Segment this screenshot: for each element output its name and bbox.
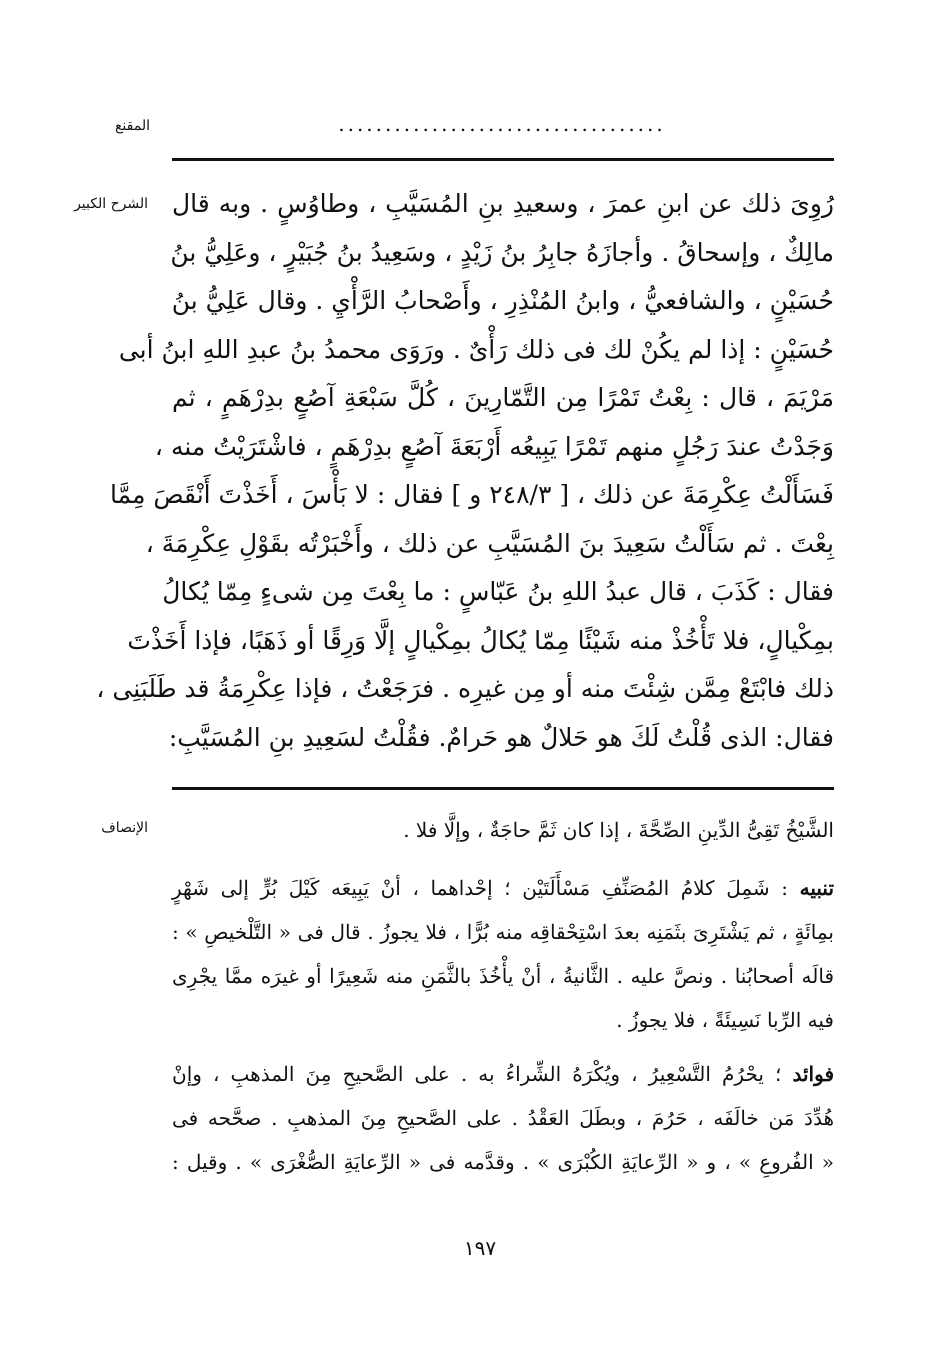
insaf-line [172,1052,834,1096]
section-divider-rule [172,787,834,790]
sharh-line: مالِكٌ ، وإسحاقُ . وأجازَهُ جابِرُ بنُ زَيْدٍ ، وسَعِيدُ بنُ جُبَيْرٍ ، وعَلِيُّ بنُ [170,237,834,267]
insaf-paragraph-tanbih [172,866,834,1042]
insaf-line: « الفُروعِ » ، و « الرِّعايَةِ الكُبْرَى » . وقدَّمه فى « الرِّعايَةِ الصُّغْرَى » . وقيل : [172,1150,834,1174]
sharh-section-label: الشرح الكبير [74,196,148,212]
sharh-line: رُوِىَ ذلك عن ابنِ عمرَ ، وسعيدِ بنِ المُسَيَّبِ ، وطاوُسٍ . وبه قال [172,189,834,218]
sharh-line: وَجَدْتُ عندَ رَجُلٍ منهم تَمْرًا يَبِيعُه أَرْبَعَةَ آصُعٍ بدِرْهَمٍ ، فاشْتَرَيْتُ منه ، [154,431,834,461]
running-title: المقنع [114,118,150,134]
insaf-line: الشَّيْخُ تَقِىُّ الدِّينِ الصِّحَّةَ ، إذا كان ثَمَّ حاجَةٌ ، وإلَّا فلا . [403,818,834,842]
insaf-line-text: : شَمِلَ كلامُ المُصَنِّفِ مَسْأَلَتَيْن ؛ إحْداهما ، أنْ يَبِيعَه كَيْلَ بُرٍّ إلى شَهْرٍ [172,876,788,900]
insaf-line [172,866,834,910]
tanbih-heading: تنبيه [799,876,835,900]
insaf-line: فيه الرِّبا نَسِيئَةً ، فلا يجوزُ . [616,1008,834,1032]
top-rule [172,158,834,161]
insaf-line: هُدِّدَ مَن خالَفَه ، حَرُمَ ، وبطَلَ العَقْدُ . على الصَّحيحِ مِنَ المذهبِ . صحَّحه فى [172,1106,834,1130]
sharh-line: حُسَيْنٍ ، والشافعيُّ ، وابنُ المُنْذِرِ ، وأَصْحابُ الرَّأْيِ . وقال عَلِيُّ بنُ [171,286,834,315]
sharh-line: بمِكْيالٍ، فلا تَأْخُذْ منه شَيْئًا مِمّا يُكالُ بمِكْيالٍ إلَّا وَرِقًا أو ذَهَبًا، فإذا أَخَذْتَ [127,625,834,655]
insaf-line-text: ؛ يحْرُمُ التَّسْعِيرُ ، ويُكْرَهُ الشِّراءُ به . على الصَّحيحِ مِنَ المذهبِ ، وإنْ [172,1062,782,1086]
fawaid-heading: فوائد [792,1062,834,1086]
sharh-line: ذلك فابْتَعْ مِمَّن شِئْتَ منه أو مِن غيرِه . فرَجَعْتُ ، فإذا عِكْرِمَةُ قد طَلَبَنِى ، [96,674,834,703]
sharh-line: حُسَيْنٍ : إذا لم يكُنْ لك فى ذلك رَأْىٌ . ورَوَى محمدُ بنُ عبدِ اللهِ ابنُ أبى [118,334,834,364]
insaf-section-label: الإنصاف [101,820,148,836]
insaf-paragraph-1 [172,808,834,852]
sharh-line: فَسَأَلْتُ عِكْرِمَةَ عن ذلك ، [ ٢٤٨/٣ و ] فقال : لا بَأْسَ ، أَخَذْتَ أَنْقَصَ مِمَّا [110,480,834,509]
sharh-line: فقال: الذى قُلْتُ لَكَ هو حَلالٌ هو حَرامٌ. فقُلْتُ لسَعِيدِ بنِ المُسَيَّبِ: [168,722,834,752]
insaf-line: قالَه أصحابُنا . ونصَّ عليه . الثَّانيةُ ، أنْ يأْخُذَ بالثَّمَنِ منه شَعِيرًا أو غيرَه ممَّا يجْرِى [172,964,834,988]
insaf-paragraph-fawaid [172,1052,834,1184]
sharh-line: بِعْتَ . ثم سَأَلْتُ سَعِيدَ بنَ المُسَيَّبِ عن ذلك ، وأَخْبَرْتُه بقَوْلِ عِكْرِمَةَ ، [145,528,834,558]
insaf-line: بمِائَةٍ ، ثم يَشْتَرِىَ بثَمَنِه بعدَ اسْتِحْقاقِه منه بُرًّا ، فلا يجوزُ . قال فى « التَّلْخيصِ » : [172,920,834,944]
page-number: ١٩٧ [463,1236,497,1260]
sharh-line: فقال : كَذَبَ ، قال عبدُ اللهِ بنُ عَبّاسٍ : ما بِعْتَ مِن شىءٍ مِمّا يُكالُ [162,577,834,606]
sharh-line: مَرْيَمَ ، قال : بِعْتُ تَمْرًا مِن التَّمّارِينَ ، كُلَّ سَبْعَةِ آصُعٍ بدِرْهَمٍ ، ثم [172,383,834,412]
header-dot-leader: ................................... [338,112,666,136]
